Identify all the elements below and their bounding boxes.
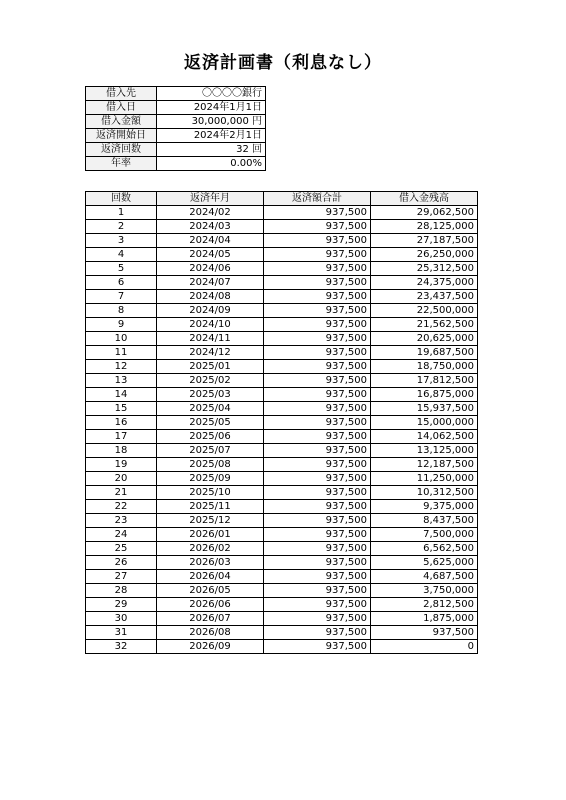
table-row xyxy=(86,374,478,388)
table-row xyxy=(86,612,478,626)
info-value: 30,000,000 円 xyxy=(157,115,266,129)
cell-month: 2025/09 xyxy=(157,472,264,486)
cell-payment: 937,500 xyxy=(264,318,371,332)
cell-balance: 27,187,500 xyxy=(371,234,478,248)
info-label: 返済回数 xyxy=(86,143,157,157)
cell-count: 8 xyxy=(86,304,157,318)
table-row xyxy=(86,248,478,262)
table-row xyxy=(86,290,478,304)
cell-balance: 5,625,000 xyxy=(371,556,478,570)
info-row xyxy=(86,129,266,143)
cell-payment: 937,500 xyxy=(264,514,371,528)
cell-payment: 937,500 xyxy=(264,290,371,304)
cell-balance: 2,812,500 xyxy=(371,598,478,612)
cell-month: 2026/06 xyxy=(157,598,264,612)
table-row xyxy=(86,276,478,290)
cell-month: 2025/04 xyxy=(157,402,264,416)
cell-count: 18 xyxy=(86,444,157,458)
table-row xyxy=(86,430,478,444)
cell-count: 29 xyxy=(86,598,157,612)
loan-info-table xyxy=(85,86,266,171)
info-label: 借入日 xyxy=(86,101,157,115)
cell-month: 2024/05 xyxy=(157,248,264,262)
cell-month: 2025/07 xyxy=(157,444,264,458)
cell-count: 10 xyxy=(86,332,157,346)
cell-payment: 937,500 xyxy=(264,430,371,444)
header-count: 回数 xyxy=(86,192,157,206)
cell-count: 31 xyxy=(86,626,157,640)
cell-count: 17 xyxy=(86,430,157,444)
table-row xyxy=(86,556,478,570)
cell-count: 6 xyxy=(86,276,157,290)
cell-month: 2024/02 xyxy=(157,206,264,220)
cell-count: 11 xyxy=(86,346,157,360)
info-value: 2024年2月1日 xyxy=(157,129,266,143)
cell-count: 21 xyxy=(86,486,157,500)
table-row xyxy=(86,542,478,556)
table-row xyxy=(86,626,478,640)
cell-payment: 937,500 xyxy=(264,556,371,570)
cell-payment: 937,500 xyxy=(264,374,371,388)
info-value: 32 回 xyxy=(157,143,266,157)
cell-payment: 937,500 xyxy=(264,528,371,542)
table-row xyxy=(86,458,478,472)
table-row xyxy=(86,500,478,514)
cell-count: 7 xyxy=(86,290,157,304)
cell-count: 32 xyxy=(86,640,157,654)
cell-month: 2024/09 xyxy=(157,304,264,318)
cell-payment: 937,500 xyxy=(264,486,371,500)
table-row xyxy=(86,346,478,360)
cell-balance: 14,062,500 xyxy=(371,430,478,444)
info-row xyxy=(86,87,266,101)
cell-month: 2026/04 xyxy=(157,570,264,584)
cell-balance: 7,500,000 xyxy=(371,528,478,542)
info-row xyxy=(86,157,266,171)
repayment-schedule-table xyxy=(85,191,478,654)
cell-count: 5 xyxy=(86,262,157,276)
table-row xyxy=(86,486,478,500)
cell-balance: 13,125,000 xyxy=(371,444,478,458)
info-row xyxy=(86,143,266,157)
schedule-header-row xyxy=(86,192,478,206)
cell-payment: 937,500 xyxy=(264,262,371,276)
cell-balance: 17,812,500 xyxy=(371,374,478,388)
cell-month: 2025/05 xyxy=(157,416,264,430)
cell-balance: 21,562,500 xyxy=(371,318,478,332)
table-row xyxy=(86,598,478,612)
cell-count: 26 xyxy=(86,556,157,570)
table-row xyxy=(86,220,478,234)
cell-count: 24 xyxy=(86,528,157,542)
cell-month: 2024/10 xyxy=(157,318,264,332)
cell-count: 13 xyxy=(86,374,157,388)
cell-month: 2024/03 xyxy=(157,220,264,234)
cell-payment: 937,500 xyxy=(264,332,371,346)
cell-count: 15 xyxy=(86,402,157,416)
cell-payment: 937,500 xyxy=(264,206,371,220)
cell-payment: 937,500 xyxy=(264,346,371,360)
cell-count: 27 xyxy=(86,570,157,584)
cell-payment: 937,500 xyxy=(264,612,371,626)
page-title: 返済計画書（利息なし） xyxy=(184,53,382,73)
cell-balance: 22,500,000 xyxy=(371,304,478,318)
cell-balance: 937,500 xyxy=(371,626,478,640)
cell-month: 2026/09 xyxy=(157,640,264,654)
cell-count: 28 xyxy=(86,584,157,598)
cell-balance: 20,625,000 xyxy=(371,332,478,346)
cell-month: 2026/03 xyxy=(157,556,264,570)
info-value: 2024年1月1日 xyxy=(157,101,266,115)
table-row xyxy=(86,318,478,332)
cell-balance: 8,437,500 xyxy=(371,514,478,528)
cell-balance: 28,125,000 xyxy=(371,220,478,234)
table-row xyxy=(86,206,478,220)
table-row xyxy=(86,570,478,584)
table-row xyxy=(86,304,478,318)
cell-payment: 937,500 xyxy=(264,360,371,374)
cell-payment: 937,500 xyxy=(264,500,371,514)
cell-balance: 29,062,500 xyxy=(371,206,478,220)
cell-balance: 1,875,000 xyxy=(371,612,478,626)
table-row xyxy=(86,584,478,598)
info-value: 0.00% xyxy=(157,157,266,171)
cell-month: 2025/03 xyxy=(157,388,264,402)
cell-month: 2024/06 xyxy=(157,262,264,276)
cell-balance: 6,562,500 xyxy=(371,542,478,556)
cell-balance: 0 xyxy=(371,640,478,654)
info-label: 借入金額 xyxy=(86,115,157,129)
info-label: 年率 xyxy=(86,157,157,171)
info-label: 借入先 xyxy=(86,87,157,101)
cell-payment: 937,500 xyxy=(264,304,371,318)
cell-balance: 11,250,000 xyxy=(371,472,478,486)
cell-balance: 15,937,500 xyxy=(371,402,478,416)
table-row xyxy=(86,234,478,248)
cell-month: 2024/11 xyxy=(157,332,264,346)
info-row xyxy=(86,101,266,115)
cell-payment: 937,500 xyxy=(264,458,371,472)
cell-balance: 15,000,000 xyxy=(371,416,478,430)
table-row xyxy=(86,402,478,416)
cell-balance: 4,687,500 xyxy=(371,570,478,584)
cell-count: 12 xyxy=(86,360,157,374)
cell-count: 22 xyxy=(86,500,157,514)
cell-payment: 937,500 xyxy=(264,388,371,402)
cell-month: 2025/02 xyxy=(157,374,264,388)
cell-payment: 937,500 xyxy=(264,598,371,612)
table-row xyxy=(86,514,478,528)
table-row xyxy=(86,360,478,374)
cell-count: 25 xyxy=(86,542,157,556)
table-row xyxy=(86,416,478,430)
info-label: 返済開始日 xyxy=(86,129,157,143)
info-value: 〇〇〇〇銀行 xyxy=(157,87,266,101)
cell-count: 2 xyxy=(86,220,157,234)
cell-payment: 937,500 xyxy=(264,640,371,654)
cell-payment: 937,500 xyxy=(264,444,371,458)
cell-balance: 25,312,500 xyxy=(371,262,478,276)
cell-balance: 26,250,000 xyxy=(371,248,478,262)
cell-balance: 19,687,500 xyxy=(371,346,478,360)
cell-month: 2026/02 xyxy=(157,542,264,556)
cell-payment: 937,500 xyxy=(264,626,371,640)
table-row xyxy=(86,332,478,346)
cell-balance: 23,437,500 xyxy=(371,290,478,304)
cell-count: 9 xyxy=(86,318,157,332)
cell-count: 20 xyxy=(86,472,157,486)
cell-month: 2025/06 xyxy=(157,430,264,444)
cell-payment: 937,500 xyxy=(264,234,371,248)
table-row xyxy=(86,528,478,542)
cell-month: 2026/08 xyxy=(157,626,264,640)
cell-month: 2025/12 xyxy=(157,514,264,528)
table-row xyxy=(86,640,478,654)
cell-count: 14 xyxy=(86,388,157,402)
cell-count: 30 xyxy=(86,612,157,626)
cell-month: 2026/01 xyxy=(157,528,264,542)
cell-payment: 937,500 xyxy=(264,472,371,486)
header-payment: 返済額合計 xyxy=(264,192,371,206)
info-row xyxy=(86,115,266,129)
cell-count: 4 xyxy=(86,248,157,262)
cell-month: 2024/12 xyxy=(157,346,264,360)
cell-month: 2026/07 xyxy=(157,612,264,626)
cell-month: 2025/08 xyxy=(157,458,264,472)
cell-payment: 937,500 xyxy=(264,416,371,430)
cell-balance: 12,187,500 xyxy=(371,458,478,472)
cell-count: 1 xyxy=(86,206,157,220)
cell-payment: 937,500 xyxy=(264,584,371,598)
cell-payment: 937,500 xyxy=(264,570,371,584)
cell-month: 2026/05 xyxy=(157,584,264,598)
table-row xyxy=(86,444,478,458)
cell-count: 3 xyxy=(86,234,157,248)
cell-balance: 16,875,000 xyxy=(371,388,478,402)
cell-payment: 937,500 xyxy=(264,542,371,556)
cell-count: 23 xyxy=(86,514,157,528)
cell-month: 2025/10 xyxy=(157,486,264,500)
cell-count: 16 xyxy=(86,416,157,430)
header-balance: 借入金残高 xyxy=(371,192,478,206)
cell-balance: 18,750,000 xyxy=(371,360,478,374)
cell-payment: 937,500 xyxy=(264,220,371,234)
cell-month: 2024/08 xyxy=(157,290,264,304)
table-row xyxy=(86,388,478,402)
cell-payment: 937,500 xyxy=(264,276,371,290)
cell-month: 2024/04 xyxy=(157,234,264,248)
cell-month: 2024/07 xyxy=(157,276,264,290)
cell-month: 2025/11 xyxy=(157,500,264,514)
cell-balance: 24,375,000 xyxy=(371,276,478,290)
cell-balance: 10,312,500 xyxy=(371,486,478,500)
cell-balance: 9,375,000 xyxy=(371,500,478,514)
header-month: 返済年月 xyxy=(157,192,264,206)
table-row xyxy=(86,262,478,276)
cell-payment: 937,500 xyxy=(264,248,371,262)
cell-balance: 3,750,000 xyxy=(371,584,478,598)
cell-month: 2025/01 xyxy=(157,360,264,374)
cell-payment: 937,500 xyxy=(264,402,371,416)
table-row xyxy=(86,472,478,486)
cell-count: 19 xyxy=(86,458,157,472)
